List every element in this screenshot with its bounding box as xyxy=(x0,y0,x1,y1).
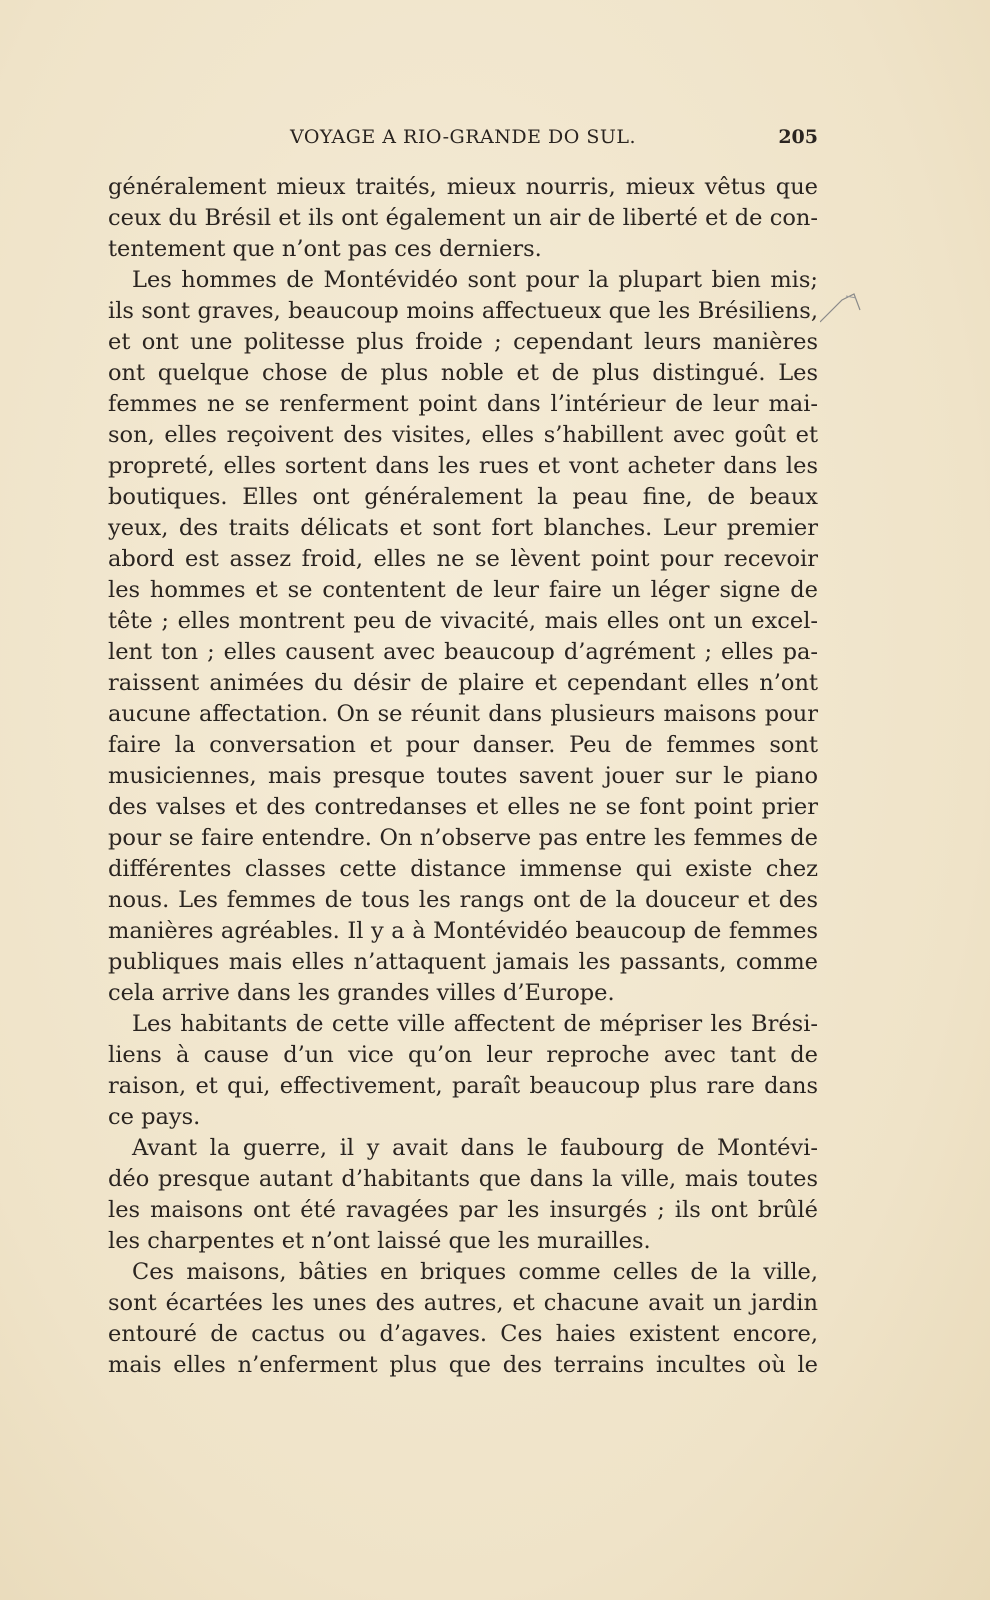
page-number: 205 xyxy=(778,126,818,148)
text-line: déo presque autant d’habitants que dans la ville, mais toutes xyxy=(108,1166,818,1192)
text-line: pour se faire entendre. On n’observe pas entre les femmes de xyxy=(108,825,818,851)
text-line: Les hommes de Montévidéo sont pour la plupart bien mis; xyxy=(132,267,818,293)
text-line: les maisons ont été ravagées par les insurgés ; ils ont brûlé xyxy=(108,1197,818,1223)
text-line: ce pays. xyxy=(108,1104,201,1130)
text-line: cela arrive dans les grandes villes d’Europe. xyxy=(108,980,615,1006)
text-line: boutiques. Elles ont généralement la peau fine, de beaux xyxy=(108,484,818,510)
text-line: yeux, des traits délicats et sont fort blanches. Leur premier xyxy=(108,515,818,541)
running-title: VOYAGE A RIO-GRANDE DO SUL. xyxy=(289,126,637,148)
text-line: nous. Les femmes de tous les rangs ont de la douceur et des xyxy=(108,887,818,913)
text-line: publiques mais elles n’attaquent jamais les passants, comme xyxy=(108,949,818,975)
text-line: femmes ne se renferment point dans l’intérieur de leur mai- xyxy=(108,391,818,417)
pencil-mark-icon xyxy=(820,292,870,332)
text-line: ont quelque chose de plus noble et de plus distingué. Les xyxy=(108,360,818,386)
text-line: Les habitants de cette ville affectent de mépriser les Brési- xyxy=(132,1011,818,1037)
text-line: raison, et qui, effectivement, paraît beaucoup plus rare dans xyxy=(108,1073,818,1099)
text-line: son, elles reçoivent des visites, elles s’habillent avec goût et xyxy=(108,422,818,448)
text-line: ceux du Brésil et ils ont également un air de liberté et de con- xyxy=(108,205,818,231)
text-line: sont écartées les unes des autres, et chacune avait un jardin xyxy=(108,1290,818,1316)
text-line: ils sont graves, beaucoup moins affectueux que les Brésiliens, xyxy=(108,298,818,324)
page-header xyxy=(108,126,818,156)
text-line: différentes classes cette distance immense qui existe chez xyxy=(108,856,818,882)
text-line: généralement mieux traités, mieux nourris, mieux vêtus que xyxy=(108,174,818,200)
text-line: Avant la guerre, il y avait dans le faubourg de Montévi- xyxy=(132,1135,818,1161)
text-line: lent ton ; elles causent avec beaucoup d’agrément ; elles pa- xyxy=(108,639,818,665)
body-text xyxy=(108,172,818,1381)
text-line: faire la conversation et pour danser. Peu de femmes sont xyxy=(108,732,818,758)
text-line: abord est assez froid, elles ne se lèvent point pour recevoir xyxy=(108,546,818,572)
text-line: raissent animées du désir de plaire et cependant elles n’ont xyxy=(108,670,818,696)
text-line: musiciennes, mais presque toutes savent jouer sur le piano xyxy=(108,763,818,789)
text-line: les hommes et se contentent de leur faire un léger signe de xyxy=(108,577,818,603)
text-line: liens à cause d’un vice qu’on leur reproche avec tant de xyxy=(108,1042,818,1068)
text-line: tête ; elles montrent peu de vivacité, mais elles ont un excel- xyxy=(108,608,818,634)
text-line: tentement que n’ont pas ces derniers. xyxy=(108,236,542,262)
text-line: et ont une politesse plus froide ; cependant leurs manières xyxy=(108,329,818,355)
text-line: manières agréables. Il y a à Montévidéo beaucoup de femmes xyxy=(108,918,818,944)
text-line: entouré de cactus ou d’agaves. Ces haies existent encore, xyxy=(108,1321,818,1347)
text-line: mais elles n’enferment plus que des terrains incultes où le xyxy=(108,1352,818,1378)
text-line: des valses et des contredanses et elles ne se font point prier xyxy=(108,794,818,820)
text-line: les charpentes et n’ont laissé que les murailles. xyxy=(108,1228,651,1254)
text-line: aucune affectation. On se réunit dans plusieurs maisons pour xyxy=(108,701,818,727)
text-line: propreté, elles sortent dans les rues et vont acheter dans les xyxy=(108,453,818,479)
text-line: Ces maisons, bâties en briques comme celles de la ville, xyxy=(132,1259,818,1285)
